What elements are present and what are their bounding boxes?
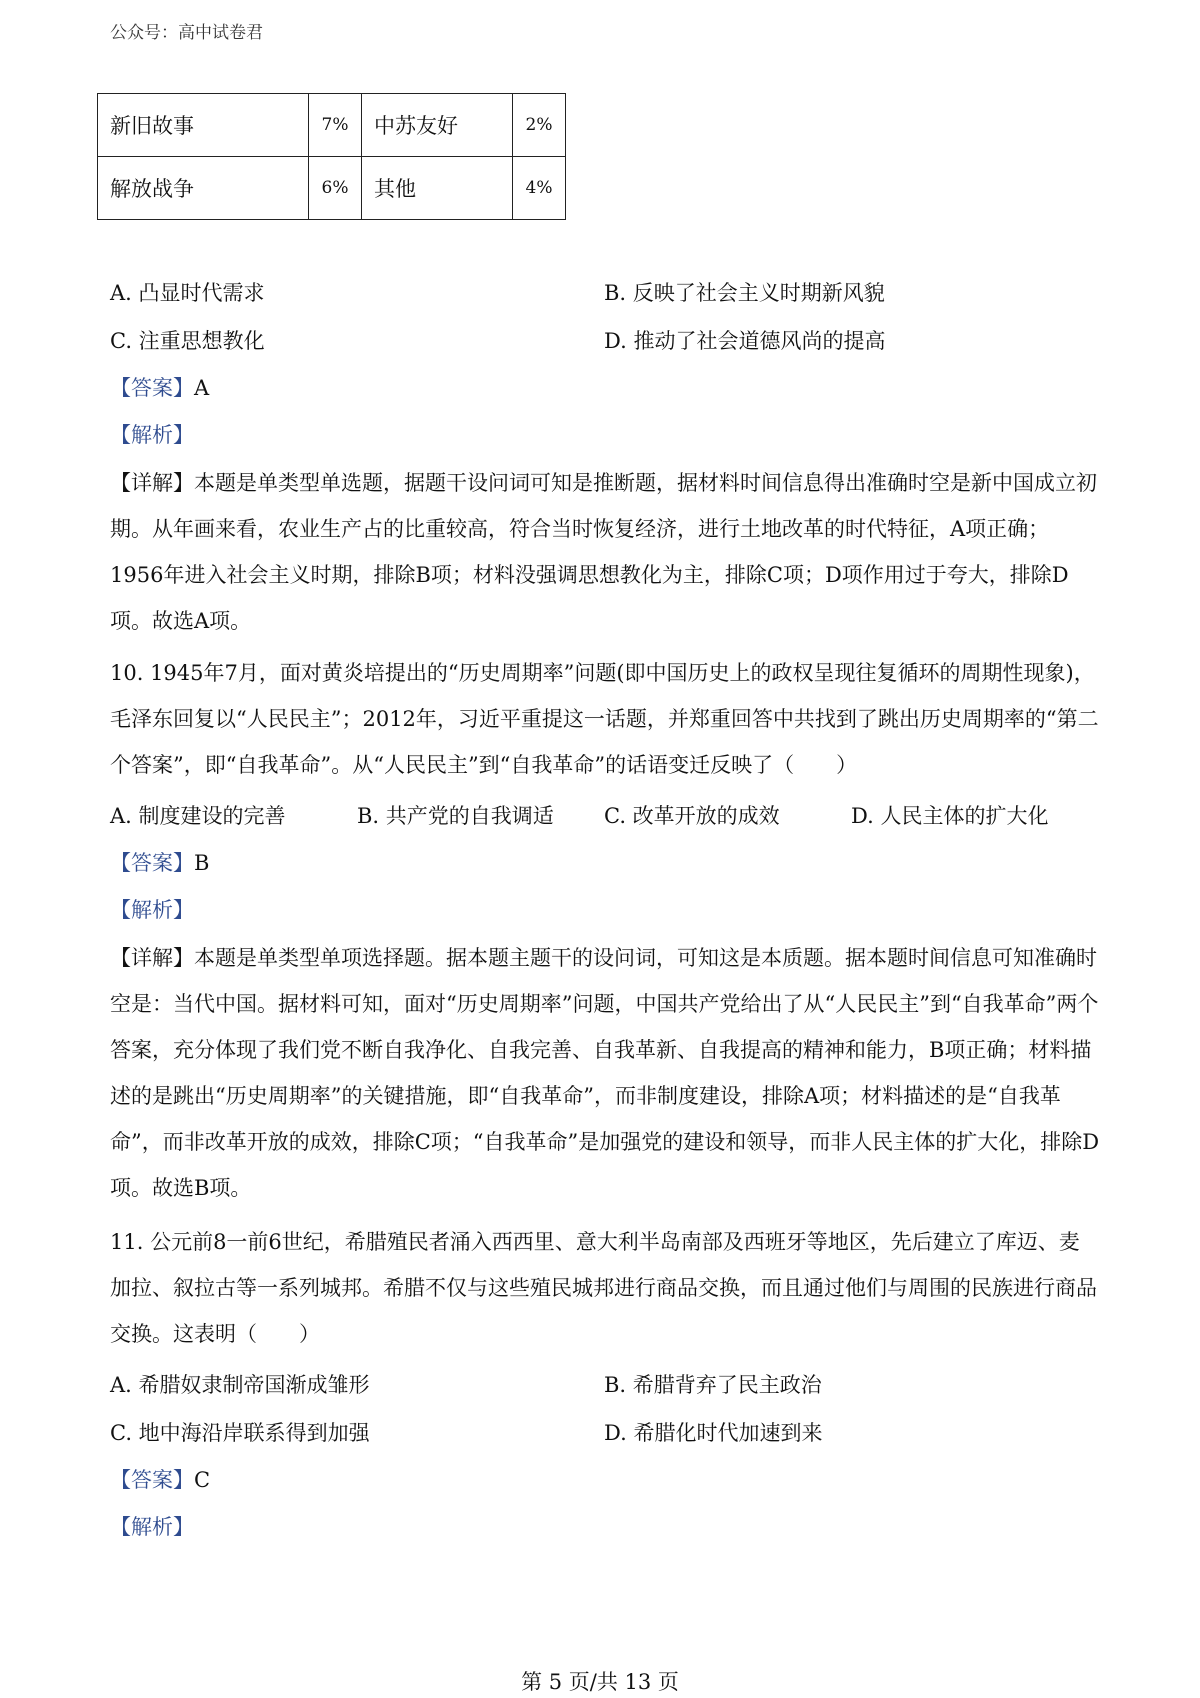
table-cell: 解放战争 bbox=[98, 157, 309, 220]
q9-option-d: D. 推动了社会道德风尚的提高 bbox=[604, 329, 886, 353]
detail-tag: 【详解】 bbox=[110, 471, 194, 495]
q9-answer bbox=[110, 378, 209, 399]
table-cell: 其他 bbox=[362, 157, 513, 220]
detail-tag: 【详解】 bbox=[110, 946, 194, 970]
q10-option-c: C. 改革开放的成效 bbox=[604, 804, 780, 828]
q11-option-a: A. 希腊奴隶制帝国渐成雏形 bbox=[110, 1373, 370, 1397]
answer-value: A bbox=[194, 376, 210, 400]
q10-option-b: B. 共产党的自我调适 bbox=[357, 804, 554, 828]
table-cell: 4% bbox=[513, 157, 566, 220]
detail-text: 本题是单类型单选题，据题干设问词可知是推断题，据材料时间信息得出准确时空是新中国成立初期。从年画来看，农业生产占的比重较高，符合当时恢复经济，进行土地改革的时代特征，A项正确；1956年进入社会主义时期，排除B项；材料没强调思想教化为主，排除C项；D项作用过于夸大，排除D项。故选A项。 bbox=[110, 471, 1097, 633]
q11-answer bbox=[110, 1470, 210, 1491]
answer-tag: 【答案】 bbox=[110, 851, 194, 875]
q11-option-d: D. 希腊化时代加速到来 bbox=[604, 1421, 823, 1445]
page-header: 公众号：高中试卷君 bbox=[110, 23, 263, 43]
q11-option-b: B. 希腊背弃了民主政治 bbox=[604, 1373, 822, 1397]
q10-detail bbox=[110, 935, 1100, 1211]
q9-option-a: A. 凸显时代需求 bbox=[110, 281, 265, 305]
q10-analysis-tag: 【解析】 bbox=[110, 898, 194, 922]
detail-text: 本题是单类型单项选择题。据本题主题干的设问词，可知这是本质题。据本题时间信息可知准确时空是：当代中国。据材料可知，面对“历史周期率”问题，中国共产党给出了从“人民民主”到“自我革命”两个答案，充分体现了我们党不断自我净化、自我完善、自我革新、自我提高的精神和能力，B项正确；材料描述的是跳出“历史周期率”的关键措施，即“自我革命”，而非制度建设，排除A项；材料描述的是“自我革命”，而非改革开放的成效，排除C项；“自我革命”是加强党的建设和领导，而非人民主体的扩大化，排除D项。故选B项。 bbox=[110, 946, 1100, 1200]
q9-option-c: C. 注重思想教化 bbox=[110, 329, 265, 353]
q11-option-c: C. 地中海沿岸联系得到加强 bbox=[110, 1421, 370, 1445]
table-cell: 中苏友好 bbox=[362, 94, 513, 157]
table-cell: 2% bbox=[513, 94, 566, 157]
q10-stem: 10. 1945年7月，面对黄炎培提出的“历史周期率”问题(即中国历史上的政权呈现往复循环的周期性现象)，毛泽东回复以“人民民主”；2012年，习近平重提这一话题，并郑重回答中共找到了跳出历史周期率的“第二个答案”，即“自我革命”。从“人民民主”到“自我革命”的话语变迁反映了（ ） bbox=[110, 661, 1099, 777]
q11-stem: 11. 公元前8一前6世纪，希腊殖民者涌入西西里、意大利半岛南部及西班牙等地区，先后建立了库迈、麦加拉、叙拉古等一系列城邦。希腊不仅与这些殖民城邦进行商品交换，而且通过他们与周围的民族进行商品交换。这表明（ ） bbox=[110, 1230, 1097, 1346]
q9-option-b: B. 反映了社会主义时期新风貌 bbox=[604, 281, 885, 305]
data-table bbox=[97, 93, 566, 220]
answer-tag: 【答案】 bbox=[110, 376, 194, 400]
q10-option-a: A. 制度建设的完善 bbox=[110, 804, 286, 828]
answer-value: C bbox=[194, 1468, 211, 1492]
answer-value: B bbox=[194, 851, 210, 875]
q10-option-d: D. 人民主体的扩大化 bbox=[851, 804, 1049, 828]
q11-analysis-tag: 【解析】 bbox=[110, 1515, 194, 1539]
table-cell: 新旧故事 bbox=[98, 94, 309, 157]
q9-analysis-tag: 【解析】 bbox=[110, 423, 194, 447]
table-row bbox=[98, 157, 566, 220]
q10-answer bbox=[110, 853, 209, 874]
answer-tag: 【答案】 bbox=[110, 1468, 194, 1492]
q9-detail bbox=[110, 460, 1100, 644]
page-footer: 第 5 页/共 13 页 bbox=[521, 1670, 679, 1694]
table-cell: 6% bbox=[309, 157, 362, 220]
table-row bbox=[98, 94, 566, 157]
table-cell: 7% bbox=[309, 94, 362, 157]
